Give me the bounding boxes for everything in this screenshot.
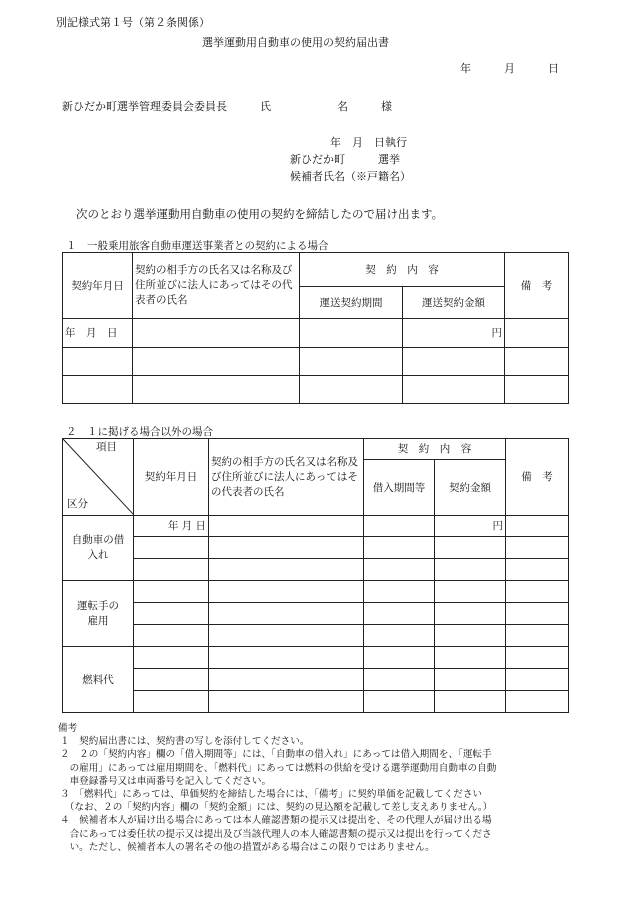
s1-cell xyxy=(300,348,403,376)
election-date: 年 月 日執行 xyxy=(330,136,407,149)
s2-cell xyxy=(435,581,506,603)
note-line: い。ただし、候補者本人の署名その他の措置がある場合はこの限りではありません。 xyxy=(60,841,435,853)
note-line: の雇用」にあっては雇用期間を、「燃料代」にあっては燃料の供給を受ける選挙運動用自動車の自動 xyxy=(60,762,497,774)
election-name: 新ひだか町 選挙 xyxy=(290,153,400,166)
note-line: 合にあっては委任状の提示又は提出及び当該代理人の本人確認書類の提示又は提出を行ってくださ xyxy=(60,828,492,840)
s2-cell xyxy=(435,647,506,669)
note-line: 車登録番号又は車両番号を記入してください。 xyxy=(60,775,272,787)
s2-cell xyxy=(506,603,569,625)
s2-corner-cell xyxy=(63,439,134,516)
s2-cell xyxy=(506,516,569,537)
s1-cell xyxy=(403,348,505,376)
s2-row-date: 年 月 日 xyxy=(134,516,209,537)
s2-cell xyxy=(364,603,435,625)
s1-cell xyxy=(403,376,505,404)
intro-text: 次のとおり選挙運動用自動車の使用の契約を締結したので届け出ます。 xyxy=(76,207,444,221)
candidate-name-label: 候補者氏名（※戸籍名） xyxy=(290,170,411,183)
s2-cell xyxy=(435,603,506,625)
s2-group-driver: 運転手の雇用 xyxy=(63,581,134,647)
s1-cell xyxy=(133,376,300,404)
s2-cell xyxy=(364,647,435,669)
s2-cell xyxy=(209,647,364,669)
s1-row-date: 年 月 日 xyxy=(63,319,133,348)
form-title: 選挙運動用自動車の使用の契約届出書 xyxy=(202,36,389,49)
s2-cell xyxy=(209,537,364,559)
s2-cell xyxy=(209,669,364,691)
section1-table xyxy=(62,252,569,404)
s2-cell xyxy=(209,691,364,713)
s1-yen: 円 xyxy=(403,319,505,348)
s2-cell xyxy=(134,625,209,647)
s2-col-remarks: 備 考 xyxy=(506,439,569,516)
s2-col-party: 契約の相手方の氏名又は名称及び住所並びに法人にあってはその代表者の氏名 xyxy=(209,439,364,516)
s2-cell xyxy=(134,647,209,669)
s1-col-amount: 運送契約金額 xyxy=(403,287,505,319)
s2-col-amount: 契約金額 xyxy=(435,460,506,516)
s1-cell xyxy=(300,376,403,404)
s1-cell xyxy=(505,376,569,404)
s2-cell xyxy=(209,625,364,647)
s1-cell xyxy=(505,319,569,348)
s2-cell xyxy=(506,647,569,669)
s2-cell xyxy=(435,669,506,691)
s1-col-contents: 契 約 内 容 xyxy=(300,253,505,287)
s1-cell xyxy=(63,348,133,376)
s1-col-date: 契約年月日 xyxy=(63,253,133,319)
s2-cell xyxy=(364,669,435,691)
s2-cell xyxy=(435,537,506,559)
s2-yen: 円 xyxy=(435,516,506,537)
s2-cell xyxy=(364,537,435,559)
s1-col-period: 運送契約期間 xyxy=(300,287,403,319)
s2-cell xyxy=(506,625,569,647)
s2-cell xyxy=(364,691,435,713)
section2-table xyxy=(62,438,569,713)
s1-cell xyxy=(133,319,300,348)
s1-col-party: 契約の相手方の氏名又は名称及び住所並びに法人にあってはその代表者の氏名 xyxy=(133,253,300,319)
s2-cell xyxy=(134,537,209,559)
s2-group-car-rental: 自動車の借入れ xyxy=(63,516,134,581)
s2-cell xyxy=(134,669,209,691)
note-line: ３ 「燃料代」にあっては、単価契約を締結した場合には、「備考」に契約単価を記載してください xyxy=(60,789,483,801)
notes-heading: 備考 xyxy=(58,723,78,734)
s2-cell xyxy=(506,559,569,581)
s2-cell xyxy=(209,581,364,603)
note-line: ２ ２の「契約内容」欄の「借入期間等」には、「自動車の借入れ」にあっては借入期間を、「運転手 xyxy=(60,749,492,761)
note-line: １ 契約届出書には、契約書の写しを添付してください。 xyxy=(60,736,310,748)
note-line: （なお、２の「契約内容」欄の「契約金額」には、契約の見込額を記載して差し支えありません。） xyxy=(60,802,493,814)
submission-date: 年 月 日 xyxy=(460,62,559,75)
section2-heading: ２ １に掲げる場合以外の場合 xyxy=(66,426,213,438)
s2-corner-item: 項目 xyxy=(96,441,117,453)
s2-cell xyxy=(364,516,435,537)
note-line: ４ 候補者本人が届け出る場合にあっては本人確認書類の提示又は提出を、その代理人が届け出る場 xyxy=(60,815,492,827)
s2-cell xyxy=(506,691,569,713)
s2-cell xyxy=(364,625,435,647)
s2-cell xyxy=(435,625,506,647)
s2-cell xyxy=(209,559,364,581)
section1-heading: １ 一般乗用旅客自動車運送事業者との契約による場合 xyxy=(66,240,329,252)
s2-cell xyxy=(506,669,569,691)
s2-col-date: 契約年月日 xyxy=(134,439,209,516)
addressee: 新ひだか町選挙管理委員会委員長 氏 名 様 xyxy=(62,100,392,113)
s2-cell xyxy=(435,691,506,713)
s2-group-fuel: 燃料代 xyxy=(63,647,134,713)
notes-section xyxy=(60,722,580,854)
s2-cell xyxy=(506,537,569,559)
s2-cell xyxy=(506,581,569,603)
s2-cell xyxy=(209,603,364,625)
s2-corner-division: 区分 xyxy=(67,498,88,510)
s1-cell xyxy=(300,319,403,348)
s1-cell xyxy=(505,348,569,376)
s2-cell xyxy=(364,581,435,603)
s2-cell xyxy=(134,691,209,713)
s2-cell xyxy=(435,559,506,581)
s1-cell xyxy=(133,348,300,376)
s1-cell xyxy=(63,376,133,404)
s2-cell xyxy=(364,559,435,581)
form-number: 別記様式第１号（第２条関係） xyxy=(56,16,210,29)
s2-cell xyxy=(134,581,209,603)
s2-col-period: 借入期間等 xyxy=(364,460,435,516)
s2-cell xyxy=(209,516,364,537)
s2-cell xyxy=(134,559,209,581)
s2-col-contents: 契 約 内 容 xyxy=(364,439,506,460)
s2-cell xyxy=(134,603,209,625)
s1-col-remarks: 備 考 xyxy=(505,253,569,319)
